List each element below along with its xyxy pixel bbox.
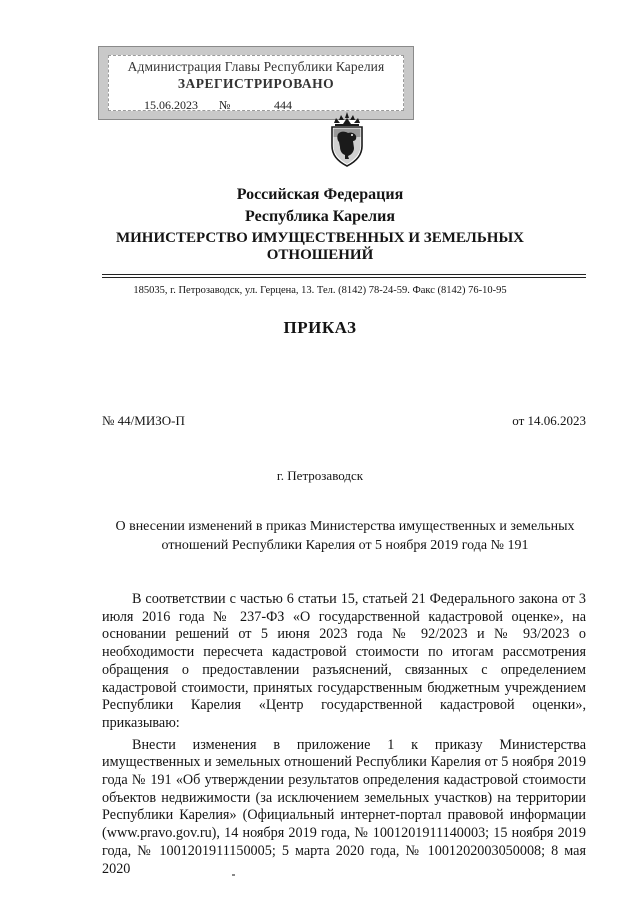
order-city: г. Петрозаводск <box>276 468 364 483</box>
order-subject: О внесении изменений в приказ Министерства имущественных и земельных отношений Республики Карелия от 5 ноября 2019 года № 191 <box>115 519 575 553</box>
header-divider-thin <box>102 274 586 275</box>
header-region: Республика Карелия <box>245 208 395 225</box>
karelia-coat-of-arms-icon <box>327 112 367 168</box>
header-divider-thick <box>102 277 586 278</box>
body-paragraph: Внести изменения в приложение 1 к приказу Министерства имущественных и земельных отношений Республики Карелия от 5 ноября 2019 года № 191 «Об утверждении результатов определения кадастровой стоимости объектов недвижимости (за исключением земельных участков) на территории Республики Карелия» (Официальный интернет-портал правовой информации (www.pravo.gov.ru), 14 ноября 2019 года, № 1001201911140003; 15 ноября 2019 года, № 1001201911150005; 5 марта 2020 года, № 1001202003050008; 8 мая 2020 <box>102 736 586 877</box>
document-type: ПРИКАЗ <box>283 318 357 337</box>
stamp-status: ЗАРЕГИСТРИРОВАНО <box>177 76 335 91</box>
scan-speck <box>232 874 235 876</box>
registration-stamp <box>98 46 414 120</box>
order-body <box>102 591 586 878</box>
order-date: от 14.06.2023 <box>512 413 586 428</box>
stamp-organization: Администрация Главы Республики Карелия <box>127 59 385 74</box>
order-number: № 44/МИЗО-П <box>102 413 185 428</box>
ministry-address: 185035, г. Петрозаводск, ул. Герцена, 13. Тел. (8142) 78-24-59. Факс (8142) 76-10-95 <box>133 285 507 296</box>
stamp-number-sign: № <box>219 98 231 112</box>
stamp-number: 444 <box>274 98 292 112</box>
header-ministry-line2: ОТНОШЕНИЙ <box>266 247 374 263</box>
header-ministry-line1: МИНИСТЕРСТВО ИМУЩЕСТВЕННЫХ И ЗЕМЕЛЬНЫХ <box>115 230 525 246</box>
header-country: Российская Федерация <box>236 186 404 203</box>
body-paragraph: В соответствии с частью 6 статьи 15, статьей 21 Федерального закона от 3 июля 2016 года № 237-ФЗ «О государственной кадастровой оценке», на основании решений от 5 июня 2023 года № 92/2023 и № 93/2023 о необходимости пересчета кадастровой стоимости по итогам рассмотрения обращения о предоставлении разъяснений, связанных с определением кадастровой стоимости, принятых государственным бюджетным учреждением Республики Карелия «Центр государственной кадастровой оценки», приказываю: <box>102 591 586 731</box>
stamp-date: 15.06.2023 <box>144 98 198 112</box>
